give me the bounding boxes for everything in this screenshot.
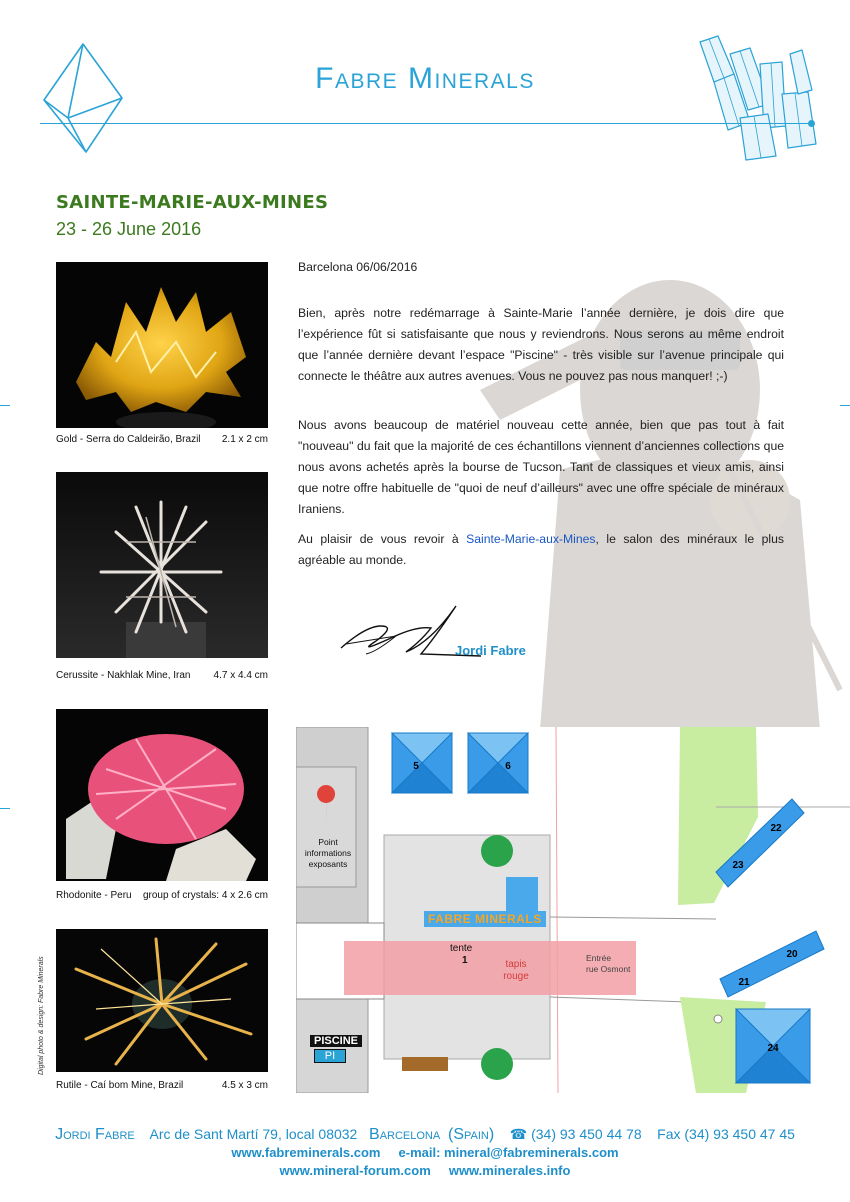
event-title: SAINTE-MARIE-AUX-MINES (56, 192, 329, 213)
crystal-cluster-icon (690, 34, 825, 164)
rhodonite-image (56, 709, 268, 881)
specimen-size: group of crystals: 4 x 2.6 cm (142, 890, 268, 901)
sainte-marie-link[interactable]: Sainte-Marie-aux-Mines (466, 532, 596, 546)
info-point-label: Point informations exposants (304, 837, 352, 869)
booth-22: 22 (770, 823, 782, 834)
brand-title: Fabre Minerals (315, 62, 535, 95)
specimen-photo-gold (56, 262, 268, 428)
tent-label: tente (450, 943, 473, 954)
booth-21: 21 (738, 977, 750, 988)
forum-link[interactable]: www.mineral-forum.com (279, 1163, 431, 1178)
header-rule-dot (808, 120, 815, 127)
footer-country: (Spain) (448, 1126, 495, 1143)
footer-web-line-2 (0, 1163, 850, 1178)
red-carpet-label: tapis rouge (503, 959, 529, 982)
event-dates: 23 - 26 June 2016 (56, 219, 202, 239)
specimen-size: 4.5 x 3 cm (221, 1080, 268, 1091)
footer-contact-line (0, 1126, 850, 1144)
photo-credit: Digital photo & design: Fabre Minerals (38, 956, 45, 1075)
entrance-label: Entrée rue Osmont (586, 953, 631, 974)
pool-label: PISCINE (310, 1035, 362, 1047)
email-link[interactable]: e-mail: mineral@fabreminerals.com (398, 1145, 619, 1160)
website-link[interactable]: www.fabreminerals.com (231, 1145, 381, 1160)
specimen-caption (56, 890, 268, 901)
margin-tick (0, 405, 10, 406)
paragraph-text: Bien, après notre redémarrage à Sainte-Marie l’année dernière, je dois dire que l’expérience fût si satisfaisante que nous y reviendrons. Nous serons au même endroit que l’année dernière devant l’espace "Piscine" - très visible sur l’avenue principale qui connecte le théâtre aux autres avenues. Vous ne pouvez pas nous manquer! ;-) (298, 306, 784, 383)
paragraph-text (298, 529, 784, 571)
specimen-size: 2.1 x 2 cm (221, 434, 268, 445)
paragraph-text-start: Au plaisir de vous revoir à (298, 532, 467, 546)
specimen-name: Rhodonite - Peru (56, 890, 132, 901)
specimen-caption (56, 1080, 268, 1091)
margin-tick (0, 808, 10, 809)
paragraph-text: Nous avons beaucoup de matériel nouveau cette année, bien que pas tout à fait "nouveau" du fait que la majorité de ces échantillons viennent d’anciennes collections que nous avons achetés après la bourse de Tucson. Tant de classiques et vieux amis, ainsi que notre offre habituelle de "quoi de neuf d’ailleurs" avec une offre spéciale de minéraux Iraniens. (298, 418, 784, 516)
specimen-photo-rutile (56, 929, 268, 1072)
gold-image (56, 262, 268, 428)
booth-6: 6 (505, 761, 511, 772)
specimen-caption (56, 434, 268, 445)
letter-paragraph-3 (298, 529, 784, 571)
minerales-link[interactable]: www.minerales.info (448, 1163, 571, 1178)
header-rule (40, 123, 812, 124)
letter-paragraph-2 (298, 415, 784, 520)
cerussite-image (56, 472, 268, 658)
paragraph-text-end: , le salon des minéraux le plus agréable au monde. (298, 532, 784, 567)
footer-phone: ☎ (34) 93 450 44 78 (509, 1126, 642, 1142)
specimen-photo-cerussite (56, 472, 268, 658)
booth-24: 24 (767, 1043, 779, 1054)
footer-address: Arc de Sant Martí 79, local 08032 (149, 1126, 358, 1142)
booth-23: 23 (732, 860, 744, 871)
letter-paragraph-1 (298, 303, 784, 387)
specimen-name: Cerussite - Nakhlak Mine, Iran (56, 670, 191, 681)
footer-name: Jordi Fabre (55, 1126, 135, 1143)
specimen-caption (56, 670, 268, 681)
tent-number: 1 (462, 955, 468, 966)
specimen-name: Rutile - Caí bom Mine, Brazil (56, 1080, 184, 1091)
crystal-outline-icon (38, 40, 128, 160)
event-map (296, 727, 850, 1093)
booth-20: 20 (786, 949, 798, 960)
map-plan (296, 727, 850, 1093)
rutile-image (56, 929, 268, 1072)
specimen-photo-rhodonite (56, 709, 268, 881)
footer-web-line (0, 1145, 850, 1160)
booth-5: 5 (413, 761, 419, 772)
specimen-size: 4.7 x 4.4 cm (213, 670, 268, 681)
footer-city: Barcelona (369, 1126, 441, 1143)
footer-fax: Fax (34) 93 450 47 45 (657, 1126, 795, 1142)
pool-code: PI (314, 1049, 346, 1063)
signature-name: Jordi Fabre (455, 643, 526, 658)
specimen-name: Gold - Serra do Caldeirão, Brazil (56, 434, 201, 445)
letter-date: Barcelona 06/06/2016 (298, 260, 418, 274)
fabre-minerals-sign: FABRE MINERALS (424, 911, 546, 927)
